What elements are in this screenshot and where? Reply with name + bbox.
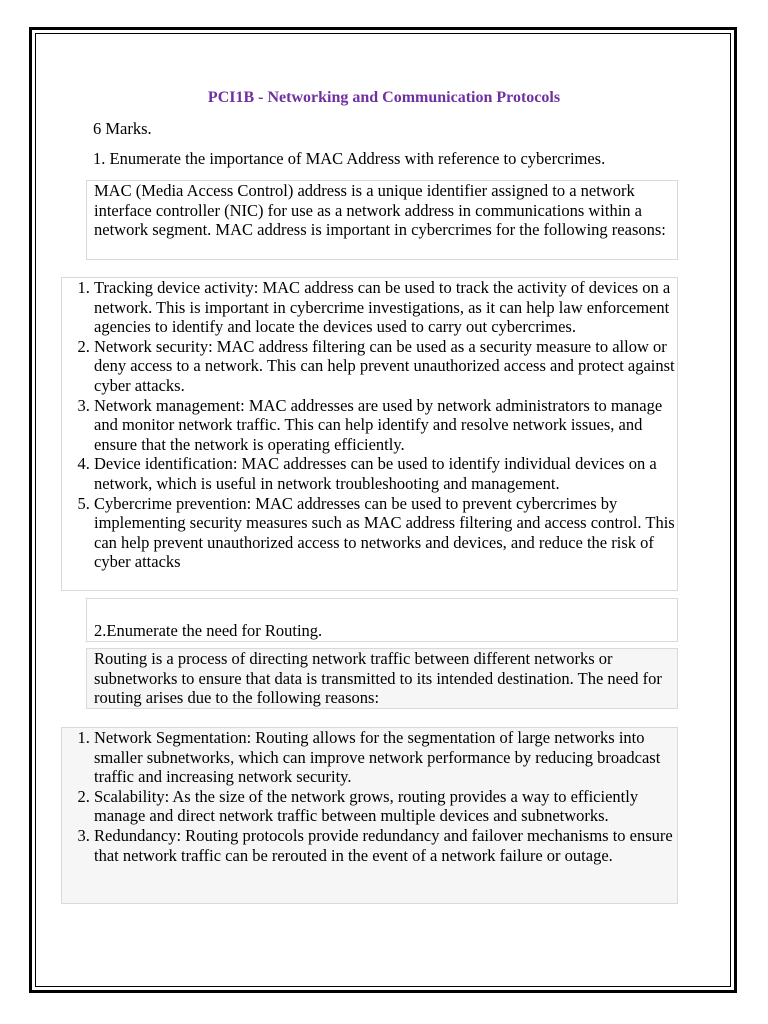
list-item: 3. Redundancy: Routing protocols provide redundancy and failover mechanisms to ensure that network traffic can be rerouted in the event of a network failure or outage. <box>94 826 677 865</box>
question-1-intro-box <box>86 180 678 260</box>
list-item: 5. Cybercrime prevention: MAC addresses can be used to prevent cybercrimes by implementing security measures such as MAC address filtering and access control. This can help prevent unauthorized access to networks and devices, and reduce the risk of cyber attacks <box>94 494 677 572</box>
question-2-intro: Routing is a process of directing network traffic between different networks or subnetworks to ensure that data is transmitted to its intended destination. The need for routing arises due to the following reasons: <box>94 649 662 708</box>
question-1-points-list <box>62 278 677 572</box>
list-item: 4. Device identification: MAC addresses can be used to identify individual devices on a network, which is useful in network troubleshooting and management. <box>94 454 677 493</box>
question-2-intro-box <box>86 648 678 709</box>
question-2-points-list <box>62 728 677 865</box>
question-1-points-box <box>61 277 678 591</box>
document-title: PCI1B - Networking and Communication Protocols <box>207 89 561 106</box>
list-item: 3. Network management: MAC addresses are used by network administrators to manage and monitor network traffic. This can help identify and resolve network issues, and ensure that the network is operating efficiently. <box>94 396 677 455</box>
question-2-heading-box <box>86 598 678 642</box>
list-item: 2. Scalability: As the size of the network grows, routing provides a way to efficiently manage and direct network traffic between multiple devices and subnetworks. <box>94 787 677 826</box>
question-1-heading: 1. Enumerate the importance of MAC Address with reference to cybercrimes. <box>93 149 606 168</box>
question-2-heading: 2.Enumerate the need for Routing. <box>94 621 323 640</box>
list-item: 1. Tracking device activity: MAC address can be used to track the activity of devices on a network. This is important in cybercrime investigations, as it can help law enforcement agencies to identify and locate the devices used to carry out cybercrimes. <box>94 278 677 337</box>
marks-label: 6 Marks. <box>93 119 152 138</box>
question-2-points-box <box>61 727 678 904</box>
list-item: 2. Network security: MAC address filtering can be used as a security measure to allow or deny access to a network. This can help prevent unauthorized access and protect against cyber attacks. <box>94 337 677 396</box>
list-item: 1. Network Segmentation: Routing allows for the segmentation of large networks into smaller subnetworks, which can improve network performance by reducing broadcast traffic and increasing network security. <box>94 728 677 787</box>
question-1-intro: MAC (Media Access Control) address is a unique identifier assigned to a network interface controller (NIC) for use as a network address in communications within a network segment. MAC address is important in cybercrimes for the following reasons: <box>94 181 666 240</box>
